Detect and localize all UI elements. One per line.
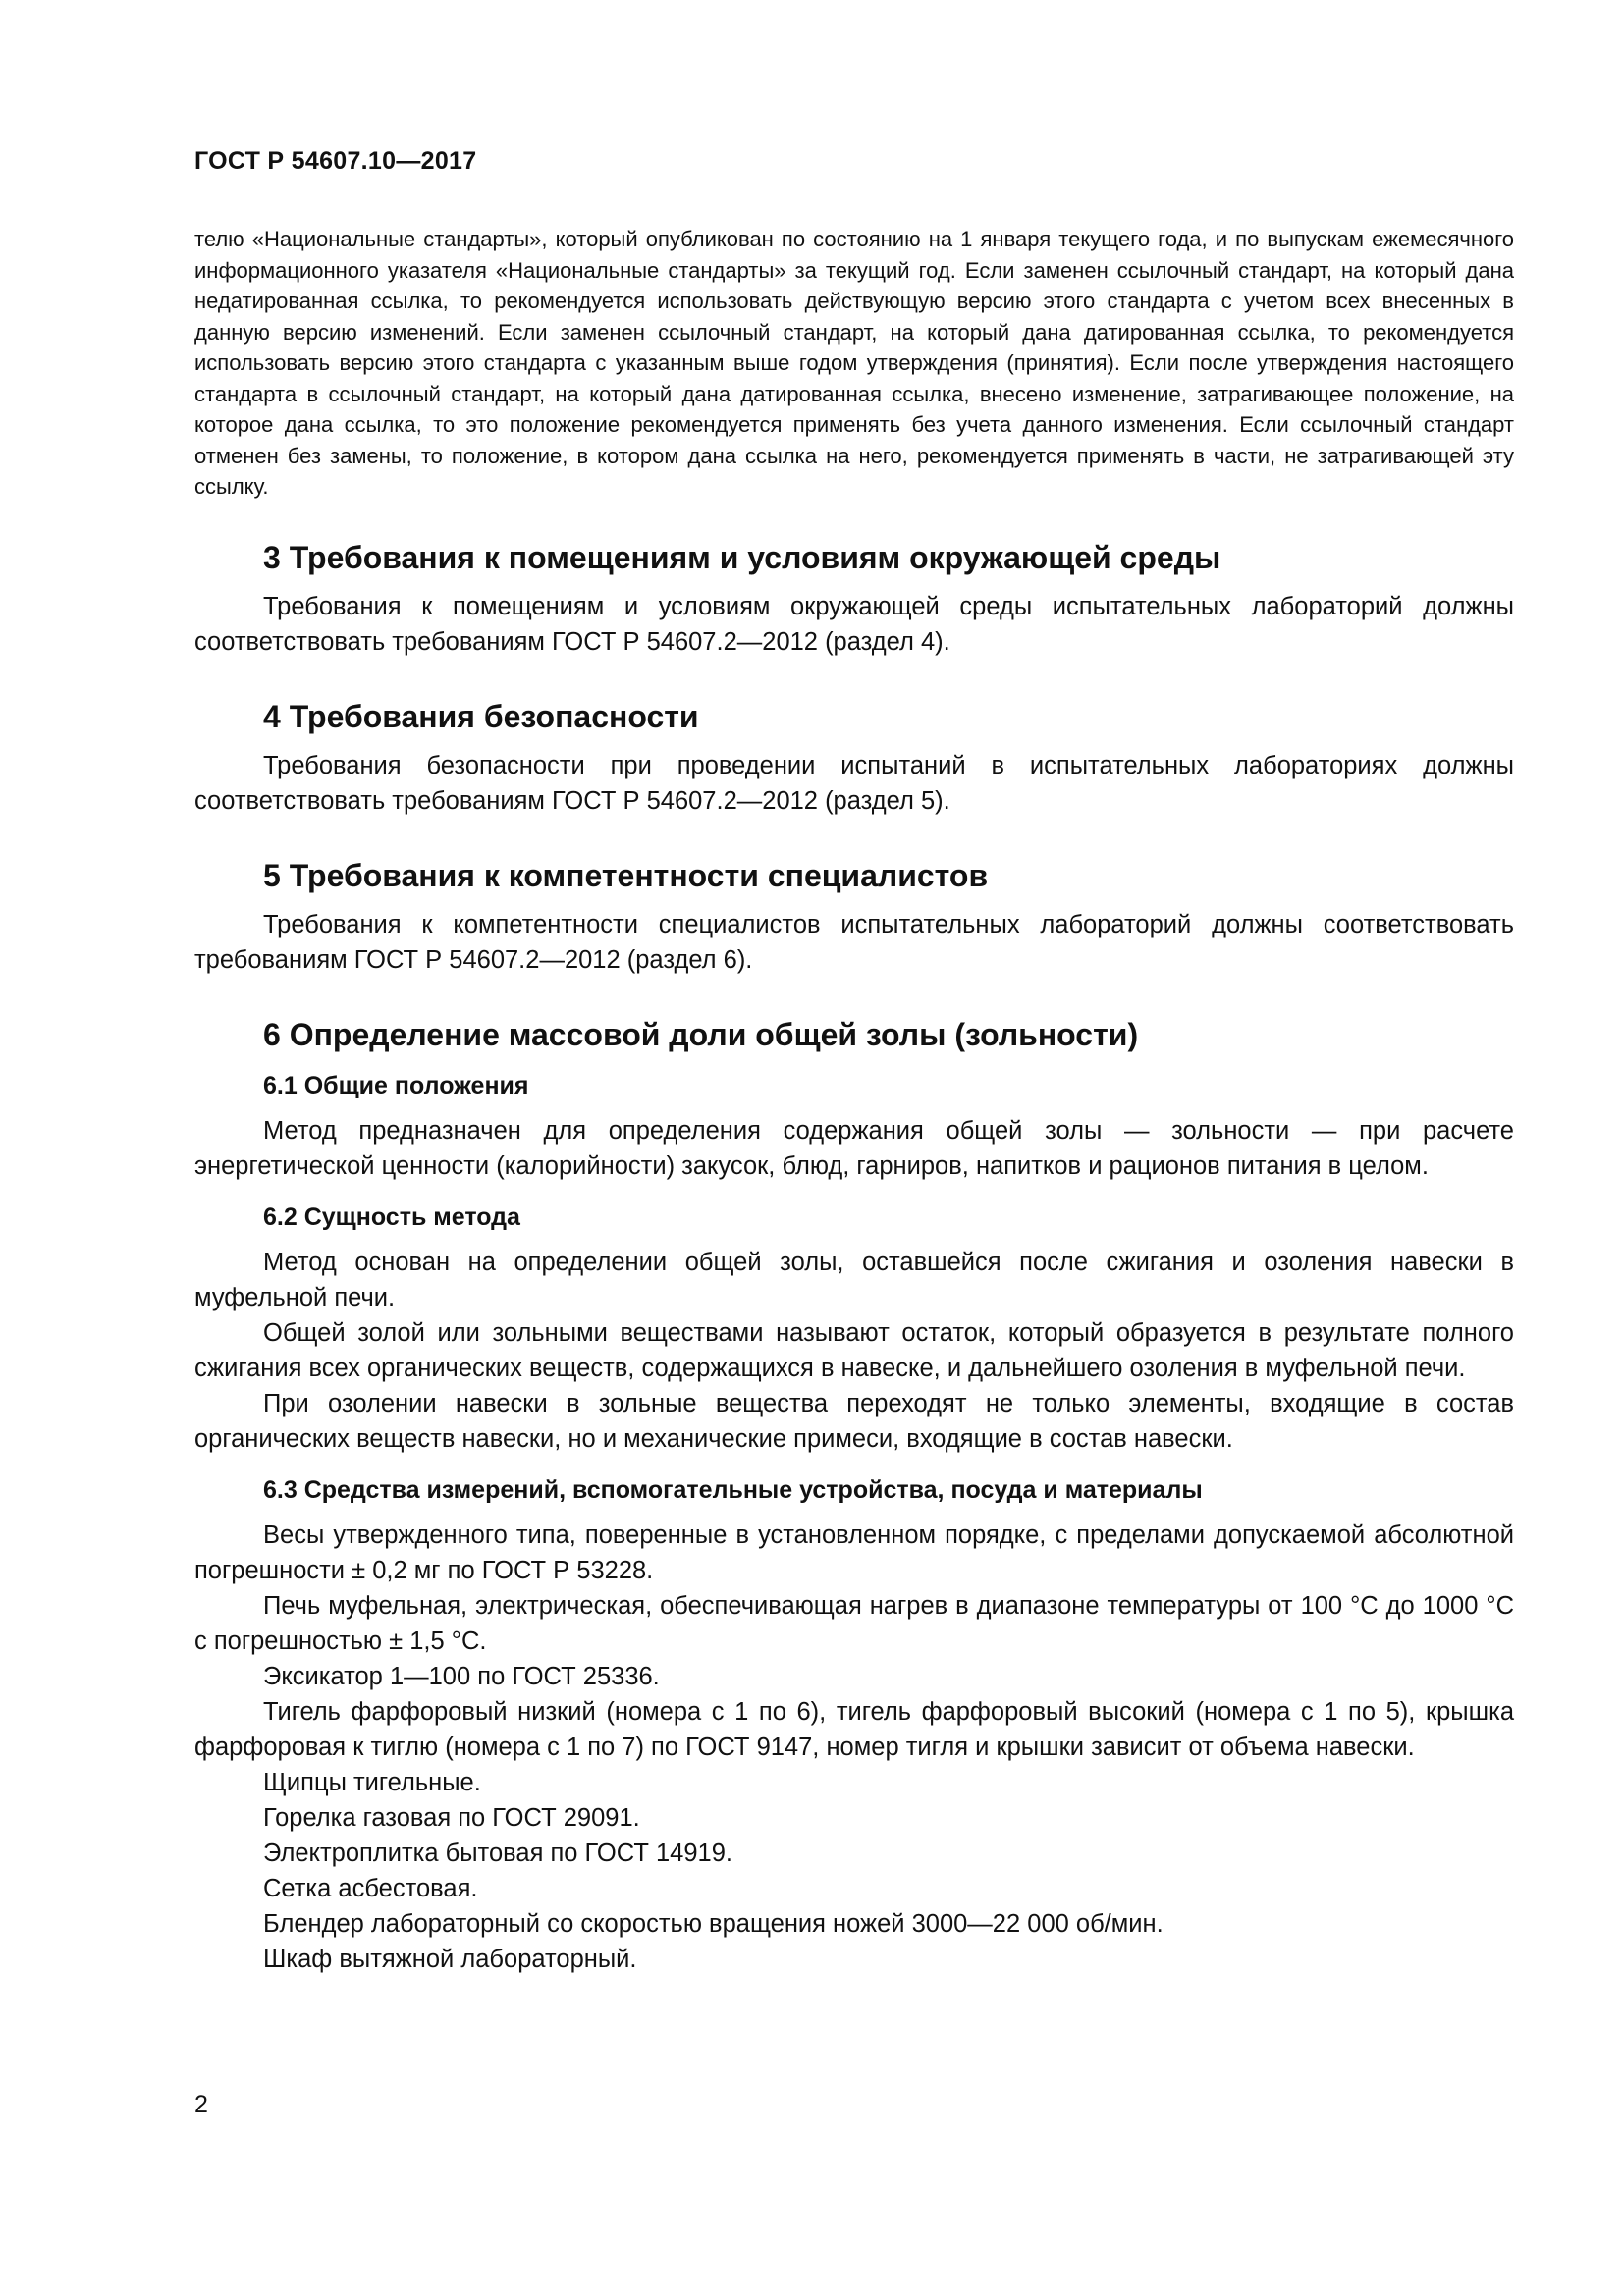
subsection-6-3-paragraph: Печь муфельная, электрическая, обеспечивающая нагрев в диапазоне температуры от 100 °С до 1000 °С с погрешностью ± 1,5 °С. xyxy=(194,1591,1514,1655)
subsection-6-3-paragraph: Тигель фарфоровый низкий (номера с 1 по 6), тигель фарфоровый высокий (номера с 1 по 5), крышка фарфоровая к тиглю (номера с 1 по 7) по ГОСТ 9147, номер тигля и крышки зависит от объема навески. xyxy=(194,1697,1514,1761)
section-4-title: 4 Требования безопасности xyxy=(263,698,699,734)
subsection-6-3-paragraph: Весы утвержденного типа, поверенные в установленном порядке, с пределами допускаемой абсолютной погрешности ± 0,2 мг по ГОСТ Р 53228. xyxy=(194,1521,1514,1584)
list-item: Горелка газовая по ГОСТ 29091. xyxy=(263,1803,640,1832)
list-item: Шкаф вытяжной лабораторный. xyxy=(263,1945,637,1973)
section-3-text: Требования к помещениям и условиям окружающей среды испытательных лабораторий должны соответствовать требованиям ГОСТ Р 54607.2—2012 (раздел 4). xyxy=(194,592,1514,656)
list-item: Электроплитка бытовая по ГОСТ 14919. xyxy=(263,1839,732,1867)
list-item: Щипцы тигельные. xyxy=(263,1768,481,1796)
subsection-6-2-title: 6.2 Сущность метода xyxy=(263,1202,520,1231)
subsection-6-1-text: Метод предназначен для определения содержания общей золы — зольности — при расчете энергетической ценности (калорийности) закусок, блюд, гарниров, напитков и рационов питания в целом. xyxy=(194,1116,1514,1180)
subsection-6-2-paragraph: Метод основан на определении общей золы, оставшейся после сжигания и озоления навески в муфельной печи. xyxy=(194,1248,1514,1311)
section-5-text: Требования к компетентности специалистов испытательных лабораторий должны соответствовать требованиям ГОСТ Р 54607.2—2012 (раздел 6). xyxy=(194,910,1514,974)
section-6-title: 6 Определение массовой доли общей золы (зольности) xyxy=(263,1016,1139,1052)
document-header: ГОСТ Р 54607.10—2017 xyxy=(194,147,477,175)
subsection-6-2-paragraph: Общей золой или зольными веществами называют остаток, который образуется в результате полного сжигания всех органических веществ, содержащихся в навеске, и дальнейшего озоления в муфельной печи. xyxy=(194,1318,1514,1382)
subsection-6-1-title: 6.1 Общие положения xyxy=(263,1071,529,1099)
subsection-6-3-paragraph: Эксикатор 1—100 по ГОСТ 25336. xyxy=(263,1662,660,1690)
page-number: 2 xyxy=(194,2091,208,2118)
section-5-title: 5 Требования к компетентности специалистов xyxy=(263,857,989,893)
section-4-text: Требования безопасности при проведении испытаний в испытательных лабораториях должны соответствовать требованиям ГОСТ Р 54607.2—2012 (раздел 5). xyxy=(194,751,1514,815)
list-item: Сетка асбестовая. xyxy=(263,1874,478,1902)
intro-paragraph: телю «Национальные стандарты», который опубликован по состоянию на 1 января текущего года, и по выпускам ежемесячного информационного указателя «Национальные стандарты» за текущий год. Если заменен ссылочный стандарт, на который дана недатированная ссылка, то рекомендуется использовать действующую версию этого стандарта с учетом всех внесенных в данную версию изменений. Если заменен ссылочный стандарт, на который дана датированная ссылка, то рекомендуется использовать версию этого стандарта с указанным выше годом утверждения (принятия). Если после утверждения настоящего стандарта в ссылочный стандарт, на который дана датированная ссылка, внесено изменение, затрагивающее положение, на которое дана ссылка, то это положение рекомендуется применять без учета данного изменения. Если ссылочный стандарт отменен без замены, то положение, в котором дана ссылка на него, рекомендуется применять в части, не затрагивающей эту ссылку. xyxy=(194,227,1514,499)
subsection-6-2-paragraph: При озолении навески в зольные вещества переходят не только элементы, входящие в состав органических веществ навески, но и механические примеси, входящие в состав навески. xyxy=(194,1389,1514,1453)
section-3-title: 3 Требования к помещениям и условиям окружающей среды xyxy=(263,539,1221,575)
list-item: Блендер лабораторный со скоростью вращения ножей 3000—22 000 об/мин. xyxy=(263,1909,1164,1938)
document-body xyxy=(194,224,1514,1977)
subsection-6-3-title: 6.3 Средства измерений, вспомогательные устройства, посуда и материалы xyxy=(263,1475,1203,1504)
